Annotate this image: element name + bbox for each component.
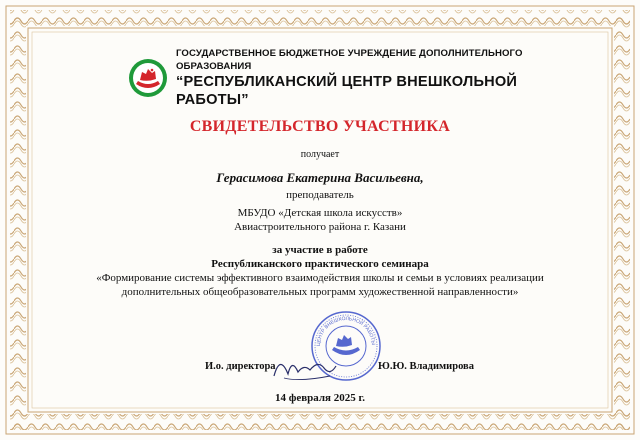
institution-line1: МБУДО «Детская школа искусств» — [237, 207, 403, 219]
organization-name-line2: “РЕСПУБЛИКАНСКИЙ ЦЕНТР ВНЕШКОЛЬНОЙ РАБОТЫ” — [176, 74, 518, 108]
receives-text: получает — [300, 149, 340, 160]
signatory-position: И.о. директора — [205, 361, 276, 372]
seal-text: ЦЕНТР ВНЕШКОЛЬНОЙ РАБОТЫ — [315, 315, 377, 347]
signatory-name: Ю.Ю. Владимирова — [378, 361, 474, 372]
organization-name-line1: ГОСУДАРСТВЕННОЕ БЮДЖЕТНОЕ УЧРЕЖДЕНИЕ ДОПОЛНИТЕЛЬНОГО ОБРАЗОВАНИЯ — [176, 48, 523, 72]
institution-line2: Авиастроительного района г. Казани — [234, 221, 406, 233]
certificate-title: СВИДЕТЕЛЬСТВО УЧАСТНИКА — [189, 118, 451, 135]
seminar-topic-line1: «Формирование системы эффективного взаимодействия школы и семьи в условиях реализации — [96, 272, 544, 284]
tatarstan-emblem-icon — [128, 58, 168, 98]
seminar-name: Республиканского практического семинара — [211, 258, 429, 270]
organization-header — [128, 48, 528, 108]
recipient-name: Герасимова Екатерина Васильевна, — [216, 170, 424, 185]
participation-text: за участие в работе — [272, 244, 368, 256]
issue-date: 14 февраля 2025 г. — [274, 392, 366, 404]
handwritten-signature — [270, 346, 340, 386]
recipient-role: преподаватель — [286, 189, 354, 201]
organization-name — [176, 47, 528, 109]
seminar-topic-line2: дополнительных общеобразовательных программ художественной направленности» — [121, 286, 519, 298]
